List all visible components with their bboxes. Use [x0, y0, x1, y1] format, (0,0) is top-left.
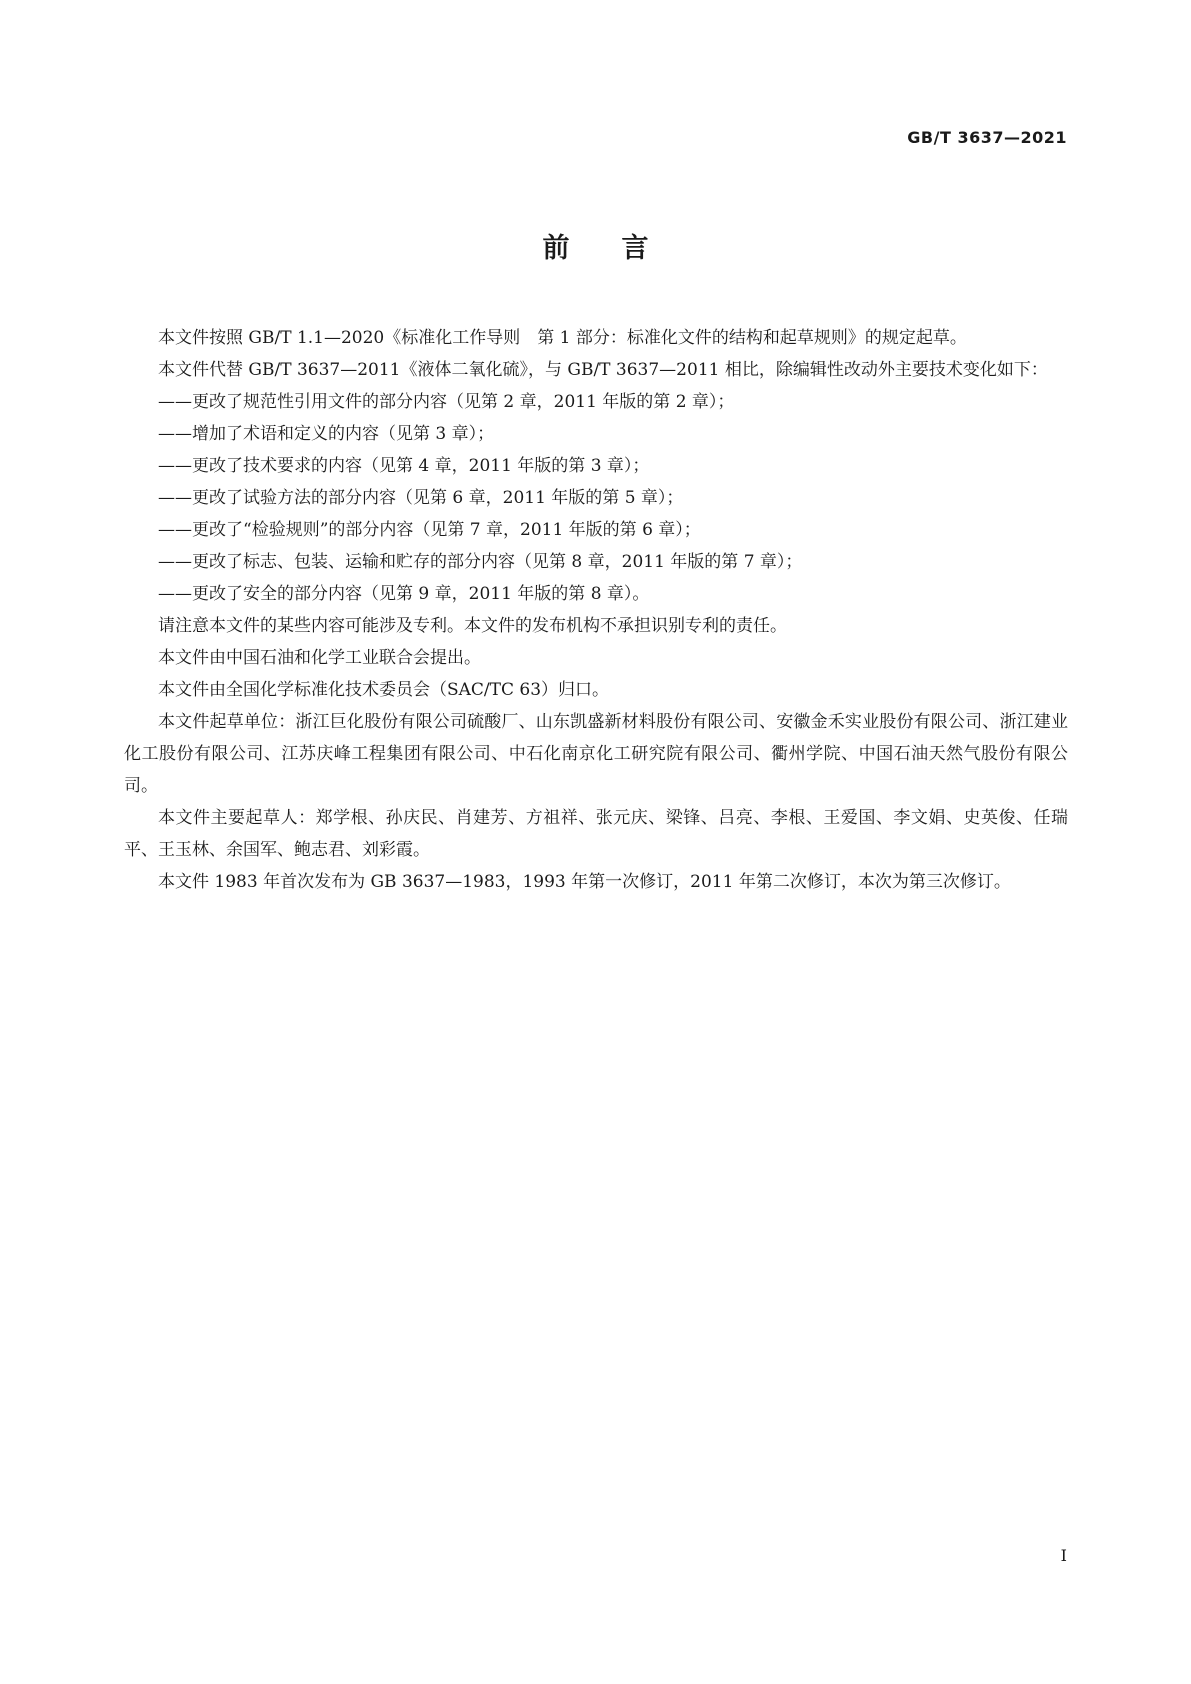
document-body — [124, 322, 1068, 898]
paragraph-drafters: 本文件主要起草人：郑学根、孙庆民、肖建芳、方祖祥、张元庆、梁锋、吕亮、李根、王爱国、李文娟、史英俊、任瑞平、王玉林、余国军、鲍志君、刘彩霞。 — [124, 808, 1068, 860]
list-item: ——增加了术语和定义的内容（见第 3 章）； — [158, 424, 495, 444]
list-item: ——更改了“检验规则”的部分内容（见第 7 章，2011 年版的第 6 章）； — [158, 520, 701, 540]
paragraph-technical-committee: 本文件由全国化学标准化技术委员会（SAC/TC 63）归口。 — [158, 680, 610, 700]
list-item: ——更改了安全的部分内容（见第 9 章，2011 年版的第 8 章）。 — [158, 584, 650, 604]
page-number: I — [1060, 1546, 1067, 1565]
paragraph-patent-notice: 请注意本文件的某些内容可能涉及专利。本文件的发布机构不承担识别专利的责任。 — [158, 616, 787, 636]
standard-number: GB/T 3637—2021 — [907, 128, 1067, 147]
list-item: ——更改了技术要求的内容（见第 4 章，2011 年版的第 3 章）； — [158, 456, 650, 476]
paragraph-proposer: 本文件由中国石油和化学工业联合会提出。 — [158, 648, 481, 668]
paragraph-revision-history: 本文件 1983 年首次发布为 GB 3637—1983，1993 年第一次修订，2011 年第二次修订，本次为第三次修订。 — [158, 872, 1011, 892]
changes-list — [124, 386, 1068, 610]
list-item: ——更改了试验方法的部分内容（见第 6 章，2011 年版的第 5 章）； — [158, 488, 684, 508]
paragraph-replacement-note: 本文件代替 GB/T 3637—2011《液体二氧化硫》，与 GB/T 3637—2011 相比，除编辑性改动外主要技术变化如下： — [158, 360, 1048, 380]
list-item: ——更改了标志、包装、运输和贮存的部分内容（见第 8 章，2011 年版的第 7 章）； — [158, 552, 803, 572]
paragraph-drafting-units: 本文件起草单位：浙江巨化股份有限公司硫酸厂、山东凯盛新材料股份有限公司、安徽金禾实业股份有限公司、浙江建业化工股份有限公司、江苏庆峰工程集团有限公司、中石化南京化工研究院有限公司、衢州学院、中国石油天然气股份有限公司。 — [124, 712, 1068, 796]
page-title: 前言 — [542, 233, 701, 264]
list-item: ——更改了规范性引用文件的部分内容（见第 2 章，2011 年版的第 2 章）； — [158, 392, 735, 412]
paragraph-drafting-rules: 本文件按照 GB/T 1.1—2020《标准化工作导则 第 1 部分：标准化文件的结构和起草规则》的规定起草。 — [158, 328, 967, 348]
